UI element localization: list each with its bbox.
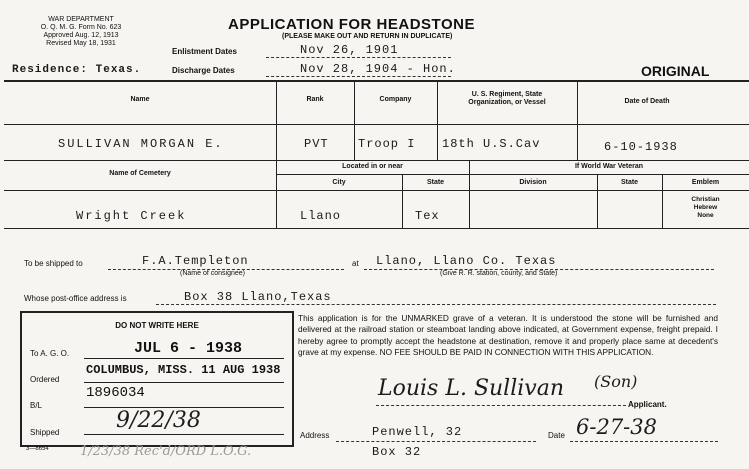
table1-bottom-border bbox=[4, 160, 749, 161]
original-label: ORIGINAL bbox=[641, 63, 710, 79]
post-office-line bbox=[156, 304, 716, 305]
enlistment-label: Enlistment Dates bbox=[172, 47, 237, 56]
discharge-line bbox=[266, 76, 451, 77]
ago-line bbox=[84, 358, 284, 359]
emblem-option-christian: Christian bbox=[691, 196, 720, 203]
header-cemetery: Name of Cemetery bbox=[109, 170, 171, 177]
table2-bottom-border bbox=[4, 228, 749, 229]
table1-top-border bbox=[4, 80, 749, 82]
table1-col-divider-4 bbox=[577, 80, 578, 160]
table1-col-divider-2 bbox=[354, 80, 355, 160]
header-company: Company bbox=[379, 96, 412, 103]
ordered-stamp: COLUMBUS, MISS. 11 AUG 1938 bbox=[86, 363, 281, 377]
table2-subheader-divider bbox=[276, 174, 749, 175]
header-ww-state: State bbox=[620, 179, 639, 186]
header-world-war-veteran: If World War Veteran bbox=[574, 163, 644, 170]
revised-date: Revised May 18, 1931 bbox=[46, 40, 116, 47]
at-value: Llano, Llano Co. Texas bbox=[376, 254, 557, 268]
header-emblem: Emblem bbox=[691, 179, 720, 186]
address-line1: Penwell, 32 bbox=[372, 425, 463, 439]
shipped-to-value: F.A.Templeton bbox=[142, 254, 249, 268]
bl-value: 1896034 bbox=[86, 385, 145, 401]
header-date-of-death: Date of Death bbox=[624, 98, 670, 105]
table2-header-divider bbox=[4, 190, 749, 191]
form-number: O. Q. M. G. Form No. 623 bbox=[40, 24, 122, 31]
address-line2: Box 32 bbox=[372, 445, 422, 459]
applicant-signature: Louis L. Sullivan bbox=[378, 376, 565, 401]
address-label: Address bbox=[300, 431, 330, 440]
post-office-value: Box 38 Llano,Texas bbox=[184, 290, 332, 304]
applicant-label: Applicant. bbox=[628, 400, 667, 409]
station-note: (Give R. R. station, county, and State) bbox=[440, 270, 558, 277]
value-state: Tex bbox=[415, 209, 440, 223]
bl-label: B/L bbox=[30, 401, 43, 410]
table1-col-divider-3 bbox=[437, 80, 438, 160]
header-rank: Rank bbox=[306, 96, 324, 103]
discharge-value: Nov 28, 1904 - Hon. bbox=[300, 62, 456, 76]
post-office-label: Whose post-office address is bbox=[24, 294, 127, 303]
form-code: 3—8654 bbox=[26, 446, 49, 452]
enlistment-line bbox=[266, 57, 451, 58]
value-rank: PVT bbox=[304, 137, 329, 151]
war-department-label: WAR DEPARTMENT bbox=[48, 16, 114, 23]
address-line bbox=[336, 441, 536, 442]
header-division: Division bbox=[519, 179, 547, 186]
date-line bbox=[570, 441, 718, 442]
shipped-value: 9/22/38 bbox=[116, 408, 201, 433]
statement-text: This application is for the UNMARKED grave of a veteran. It is understood the stone will be furnished and delivered at the railroad station or steamboat landing above indicated, at Government expense, freight prepaid. I hereby agree to promptly accept the headstone at destination, remove it and properly place same at decedent's grave at my expense. NO FEE SHOULD BE PAID IN CONNECTION WITH THIS APPLICATION. bbox=[298, 313, 718, 358]
signature-line bbox=[376, 405, 626, 406]
ago-label: To A. G. O. bbox=[30, 349, 70, 358]
emblem-option-none: None bbox=[697, 212, 714, 219]
shipped-label: Shipped bbox=[30, 428, 60, 437]
value-name: SULLIVAN MORGAN E. bbox=[58, 137, 224, 151]
value-company: Troop I bbox=[358, 137, 416, 151]
consignee-note: (Name of consignee) bbox=[180, 270, 245, 277]
ordered-label: Ordered bbox=[30, 375, 60, 384]
ago-stamp: JUL 6 - 1938 bbox=[134, 340, 243, 357]
form-identification bbox=[28, 16, 134, 48]
page-title: APPLICATION FOR HEADSTONE bbox=[228, 16, 475, 33]
table1-header-divider bbox=[4, 124, 749, 125]
discharge-label: Discharge Dates bbox=[172, 66, 235, 75]
date-value: 6-27-38 bbox=[576, 415, 657, 439]
ordered-line bbox=[84, 382, 284, 383]
value-regiment: 18th U.S.Cav bbox=[442, 137, 541, 151]
header-city: City bbox=[332, 179, 346, 186]
page-subtitle: (PLEASE MAKE OUT AND RETURN IN DUPLICATE) bbox=[282, 33, 453, 40]
approved-date: Approved Aug. 12, 1913 bbox=[43, 32, 119, 39]
header-state: State bbox=[426, 179, 445, 186]
residence-text: Residence: Texas. bbox=[12, 64, 142, 76]
emblem-option-hebrew: Hebrew bbox=[693, 204, 718, 211]
shipped-to-label: To be shipped to bbox=[24, 259, 83, 268]
header-name: Name bbox=[130, 96, 150, 103]
header-located: Located in or near bbox=[342, 163, 403, 170]
header-regiment: U. S. Regiment, State Organization, or Vessel bbox=[468, 91, 546, 106]
date-label: Date bbox=[548, 431, 565, 440]
at-label: at bbox=[352, 259, 359, 268]
shipped-line bbox=[84, 434, 284, 435]
enlistment-value: Nov 26, 1901 bbox=[300, 43, 399, 57]
office-box-title: DO NOT WRITE HERE bbox=[115, 321, 199, 330]
value-cemetery: Wright Creek bbox=[76, 209, 187, 223]
emblem-options bbox=[662, 196, 749, 220]
value-city: Llano bbox=[300, 209, 342, 223]
value-date-of-death: 6-10-1938 bbox=[604, 140, 678, 154]
table1-col-divider-1 bbox=[276, 80, 277, 160]
applicant-relation: (Son) bbox=[594, 372, 638, 391]
margin-note: 1/23/38 Rec'd/ORD L.O.G. bbox=[80, 444, 252, 459]
